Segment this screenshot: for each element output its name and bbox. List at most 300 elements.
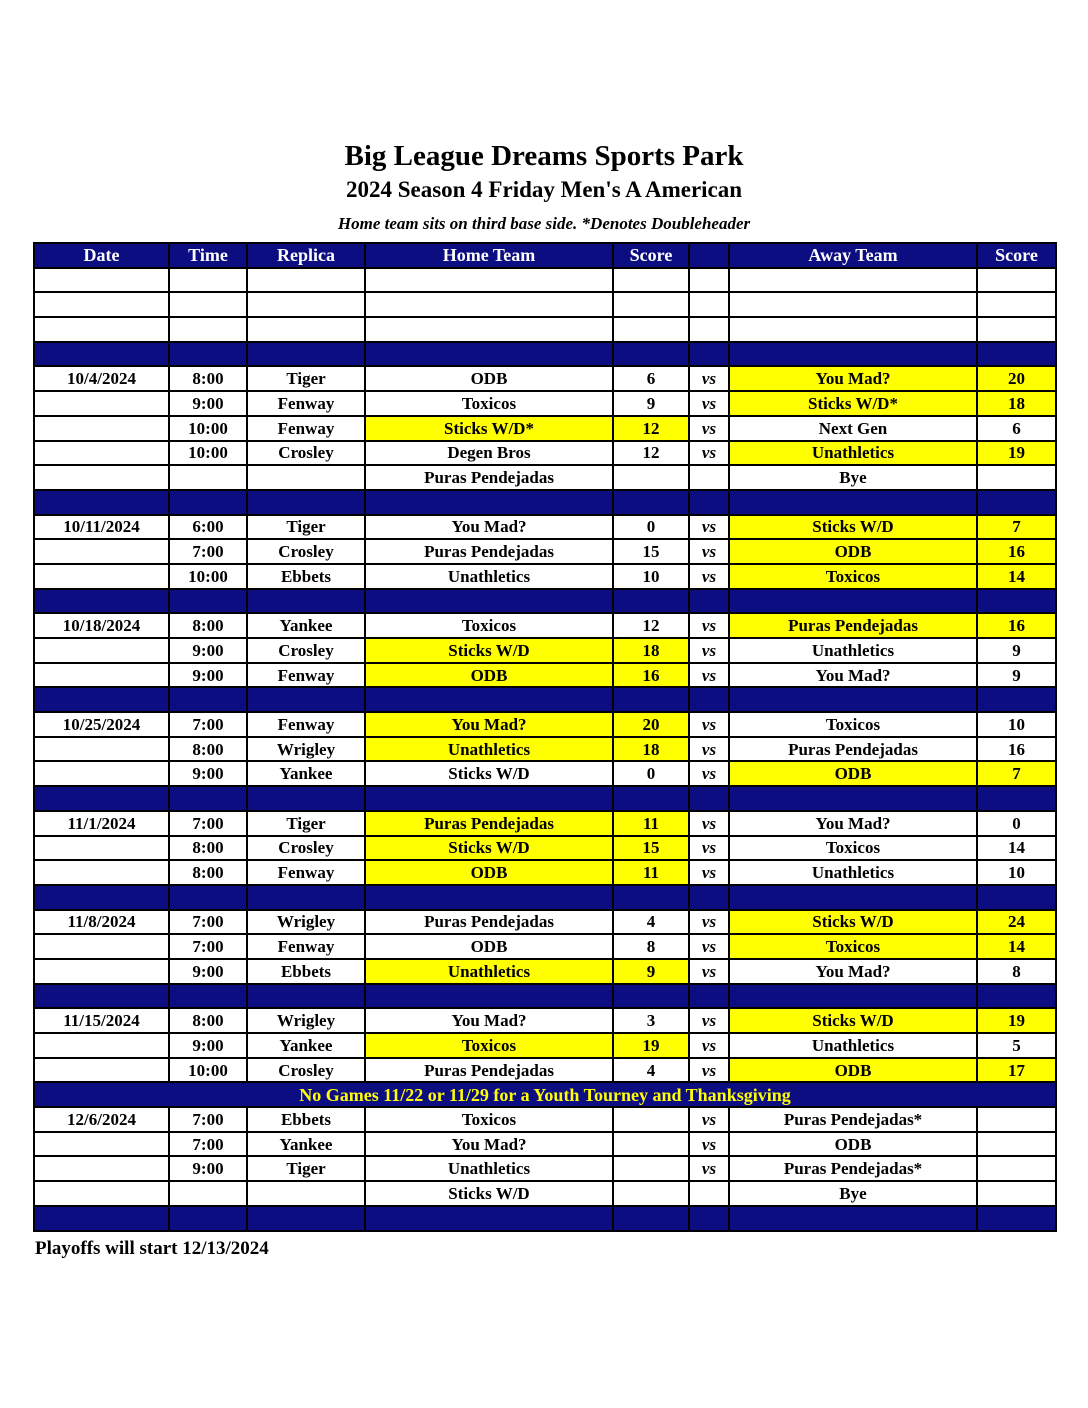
separator-cell [365, 1206, 613, 1231]
home-score-cell [613, 1181, 689, 1206]
vs-cell: vs [689, 910, 729, 935]
date-cell [34, 761, 169, 786]
game-row [34, 761, 1056, 786]
home-score-cell: 12 [613, 441, 689, 466]
separator-cell [977, 984, 1056, 1009]
time-cell: 6:00 [169, 515, 247, 540]
table-header [34, 243, 1056, 268]
away-score-cell [977, 1107, 1056, 1132]
game-row [34, 959, 1056, 984]
away-team-cell [729, 317, 977, 342]
home-team-cell: ODB [365, 663, 613, 688]
page-note: Home team sits on third base side. *Denotes Doubleheader [337, 214, 751, 233]
time-cell: 10:00 [169, 441, 247, 466]
game-row [34, 934, 1056, 959]
separator-cell [729, 1206, 977, 1231]
away-team-cell: ODB [729, 539, 977, 564]
home-team-cell: Toxicos [365, 613, 613, 638]
separator-cell [365, 342, 613, 367]
separator-cell [247, 1206, 365, 1231]
home-team-cell: You Mad? [365, 1132, 613, 1157]
separator-cell [169, 885, 247, 910]
time-cell: 8:00 [169, 737, 247, 762]
date-cell: 10/18/2024 [34, 613, 169, 638]
separator-row [34, 885, 1056, 910]
date-cell [34, 1156, 169, 1181]
home-team-cell [365, 317, 613, 342]
date-cell [34, 737, 169, 762]
date-cell: 11/1/2024 [34, 811, 169, 836]
date-cell [34, 268, 169, 293]
separator-row [34, 984, 1056, 1009]
home-team-cell: Sticks W/D [365, 761, 613, 786]
separator-cell [34, 984, 169, 1009]
home-score-cell: 0 [613, 515, 689, 540]
vs-cell: vs [689, 638, 729, 663]
separator-cell [613, 1206, 689, 1231]
home-team-cell: Puras Pendejadas [365, 811, 613, 836]
away-score-cell: 24 [977, 910, 1056, 935]
vs-cell [689, 1181, 729, 1206]
separator-row [34, 490, 1056, 515]
game-row [34, 1008, 1056, 1033]
away-score-cell: 9 [977, 663, 1056, 688]
bye-row [34, 1181, 1056, 1206]
replica-cell [247, 292, 365, 317]
replica-cell: Fenway [247, 416, 365, 441]
separator-cell [247, 490, 365, 515]
separator-row [34, 589, 1056, 614]
page-subtitle: 2024 Season 4 Friday Men's A American [345, 177, 743, 202]
home-score-cell: 6 [613, 366, 689, 391]
replica-cell: Ebbets [247, 1107, 365, 1132]
date-cell [34, 292, 169, 317]
game-row [34, 1132, 1056, 1157]
date-cell [34, 564, 169, 589]
time-cell: 8:00 [169, 1008, 247, 1033]
vs-cell: vs [689, 934, 729, 959]
separator-cell [247, 786, 365, 811]
home-team-cell: Unathletics [365, 959, 613, 984]
home-score-cell: 11 [613, 860, 689, 885]
home-score-cell: 15 [613, 836, 689, 861]
separator-row [34, 342, 1056, 367]
separator-cell [729, 984, 977, 1009]
separator-cell [34, 786, 169, 811]
separator-cell [169, 1206, 247, 1231]
away-team-cell [729, 292, 977, 317]
separator-cell [365, 984, 613, 1009]
game-row [34, 515, 1056, 540]
away-score-cell: 18 [977, 391, 1056, 416]
separator-cell [729, 342, 977, 367]
bye-row [34, 465, 1056, 490]
replica-cell: Crosley [247, 638, 365, 663]
away-score-cell: 14 [977, 836, 1056, 861]
away-team-cell: Puras Pendejadas [729, 737, 977, 762]
away-team-cell: Sticks W/D [729, 910, 977, 935]
separator-cell [34, 490, 169, 515]
separator-cell [247, 984, 365, 1009]
header-row [34, 243, 1056, 268]
vs-cell: vs [689, 564, 729, 589]
replica-cell: Tiger [247, 366, 365, 391]
vs-cell [689, 292, 729, 317]
vs-cell: vs [689, 737, 729, 762]
home-team-cell: Unathletics [365, 1156, 613, 1181]
home-score-cell [613, 465, 689, 490]
column-header-replica-2: Replica [247, 243, 365, 268]
away-team-cell: Toxicos [729, 836, 977, 861]
away-team-cell: You Mad? [729, 663, 977, 688]
date-cell [34, 663, 169, 688]
away-team-cell: Toxicos [729, 934, 977, 959]
separator-cell [365, 885, 613, 910]
column-header-vs [689, 243, 729, 268]
time-cell [169, 268, 247, 293]
table-body [34, 268, 1056, 1231]
game-row [34, 613, 1056, 638]
time-cell: 8:00 [169, 366, 247, 391]
vs-cell: vs [689, 1156, 729, 1181]
replica-cell: Fenway [247, 391, 365, 416]
home-score-cell: 4 [613, 910, 689, 935]
game-row [34, 910, 1056, 935]
separator-cell [169, 589, 247, 614]
home-score-cell [613, 317, 689, 342]
replica-cell: Yankee [247, 1033, 365, 1058]
away-score-cell [977, 1156, 1056, 1181]
game-row [34, 860, 1056, 885]
replica-cell: Yankee [247, 1132, 365, 1157]
away-score-cell: 14 [977, 564, 1056, 589]
game-row [34, 1107, 1056, 1132]
time-cell: 10:00 [169, 1058, 247, 1083]
page-title: Big League Dreams Sports Park [344, 140, 744, 172]
vs-cell: vs [689, 1132, 729, 1157]
time-cell: 7:00 [169, 934, 247, 959]
game-row [34, 638, 1056, 663]
time-cell: 9:00 [169, 959, 247, 984]
home-team-cell [365, 268, 613, 293]
home-team-cell: Puras Pendejadas [365, 465, 613, 490]
vs-cell: vs [689, 1033, 729, 1058]
separator-cell [169, 490, 247, 515]
vs-cell [689, 317, 729, 342]
home-team-cell: Puras Pendejadas [365, 1058, 613, 1083]
separator-cell [689, 984, 729, 1009]
away-team-cell: Sticks W/D [729, 515, 977, 540]
vs-cell: vs [689, 366, 729, 391]
home-team-cell: Sticks W/D* [365, 416, 613, 441]
game-row [34, 441, 1056, 466]
home-score-cell: 9 [613, 391, 689, 416]
away-team-cell: ODB [729, 761, 977, 786]
away-score-cell: 0 [977, 811, 1056, 836]
game-row [34, 564, 1056, 589]
date-cell: 10/4/2024 [34, 366, 169, 391]
home-score-cell: 9 [613, 959, 689, 984]
column-header-time-1: Time [169, 243, 247, 268]
empty-row [34, 292, 1056, 317]
separator-cell [613, 490, 689, 515]
home-score-cell: 12 [613, 416, 689, 441]
vs-cell: vs [689, 712, 729, 737]
separator-cell [689, 1206, 729, 1231]
home-team-cell: You Mad? [365, 1008, 613, 1033]
away-score-cell: 8 [977, 959, 1056, 984]
replica-cell: Yankee [247, 613, 365, 638]
column-header-date-0: Date [34, 243, 169, 268]
game-row [34, 366, 1056, 391]
replica-cell: Tiger [247, 515, 365, 540]
separator-cell [365, 490, 613, 515]
vs-cell: vs [689, 959, 729, 984]
replica-cell: Fenway [247, 934, 365, 959]
date-cell [34, 959, 169, 984]
separator-row [34, 687, 1056, 712]
date-cell [34, 465, 169, 490]
away-team-cell: Toxicos [729, 712, 977, 737]
away-team-cell: Unathletics [729, 1033, 977, 1058]
separator-cell [247, 342, 365, 367]
away-team-cell: Unathletics [729, 441, 977, 466]
home-score-cell: 15 [613, 539, 689, 564]
replica-cell: Fenway [247, 860, 365, 885]
date-cell [34, 1132, 169, 1157]
home-score-cell: 11 [613, 811, 689, 836]
away-team-cell: Next Gen [729, 416, 977, 441]
date-cell: 11/8/2024 [34, 910, 169, 935]
replica-cell: Crosley [247, 1058, 365, 1083]
replica-cell: Yankee [247, 761, 365, 786]
away-score-cell [977, 1181, 1056, 1206]
vs-cell: vs [689, 1107, 729, 1132]
replica-cell [247, 465, 365, 490]
time-cell: 8:00 [169, 860, 247, 885]
game-row [34, 1058, 1056, 1083]
separator-cell [613, 589, 689, 614]
separator-cell [247, 687, 365, 712]
away-team-cell: You Mad? [729, 959, 977, 984]
game-row [34, 539, 1056, 564]
separator-cell [365, 687, 613, 712]
replica-cell [247, 317, 365, 342]
away-score-cell: 19 [977, 1008, 1056, 1033]
away-score-cell: 16 [977, 613, 1056, 638]
replica-cell [247, 268, 365, 293]
game-row [34, 416, 1056, 441]
vs-cell: vs [689, 836, 729, 861]
separator-cell [689, 589, 729, 614]
separator-cell [613, 687, 689, 712]
separator-cell [34, 1206, 169, 1231]
date-cell [34, 934, 169, 959]
empty-row [34, 268, 1056, 293]
time-cell: 7:00 [169, 910, 247, 935]
vs-cell [689, 268, 729, 293]
away-team-cell: Bye [729, 465, 977, 490]
away-team-cell: ODB [729, 1132, 977, 1157]
time-cell: 7:00 [169, 811, 247, 836]
replica-cell: Fenway [247, 712, 365, 737]
date-cell [34, 1058, 169, 1083]
replica-cell: Wrigley [247, 1008, 365, 1033]
home-team-cell: ODB [365, 366, 613, 391]
separator-row [34, 786, 1056, 811]
away-score-cell: 19 [977, 441, 1056, 466]
away-team-cell: Sticks W/D [729, 1008, 977, 1033]
away-score-cell: 9 [977, 638, 1056, 663]
replica-cell: Ebbets [247, 564, 365, 589]
away-score-cell [977, 268, 1056, 293]
away-score-cell: 14 [977, 934, 1056, 959]
time-cell: 7:00 [169, 712, 247, 737]
replica-cell: Fenway [247, 663, 365, 688]
away-team-cell: Unathletics [729, 860, 977, 885]
separator-cell [247, 885, 365, 910]
time-cell [169, 317, 247, 342]
away-team-cell: You Mad? [729, 811, 977, 836]
column-header-home-team-3: Home Team [365, 243, 613, 268]
away-team-cell: Bye [729, 1181, 977, 1206]
column-header-score-4: Score [613, 243, 689, 268]
date-cell: 12/6/2024 [34, 1107, 169, 1132]
vs-cell: vs [689, 416, 729, 441]
vs-cell: vs [689, 761, 729, 786]
separator-cell [365, 786, 613, 811]
time-cell: 9:00 [169, 638, 247, 663]
separator-cell [169, 687, 247, 712]
date-cell [34, 638, 169, 663]
home-team-cell: Degen Bros [365, 441, 613, 466]
separator-cell [689, 342, 729, 367]
away-team-cell: Puras Pendejadas [729, 613, 977, 638]
time-cell [169, 1181, 247, 1206]
separator-cell [689, 786, 729, 811]
time-cell: 9:00 [169, 1156, 247, 1181]
vs-cell: vs [689, 539, 729, 564]
time-cell: 9:00 [169, 761, 247, 786]
separator-cell [169, 984, 247, 1009]
no-games-banner: No Games 11/22 or 11/29 for a Youth Tourney and Thanksgiving [34, 1082, 1056, 1107]
separator-cell [34, 342, 169, 367]
schedule-table [33, 242, 1057, 1232]
home-team-cell: Sticks W/D [365, 638, 613, 663]
home-score-cell: 0 [613, 761, 689, 786]
replica-cell: Crosley [247, 441, 365, 466]
vs-cell: vs [689, 441, 729, 466]
home-team-cell: Unathletics [365, 564, 613, 589]
date-cell [34, 416, 169, 441]
away-score-cell: 6 [977, 416, 1056, 441]
replica-cell: Crosley [247, 539, 365, 564]
date-cell [34, 391, 169, 416]
away-team-cell: Toxicos [729, 564, 977, 589]
away-score-cell: 10 [977, 860, 1056, 885]
away-score-cell: 7 [977, 515, 1056, 540]
separator-cell [729, 589, 977, 614]
home-team-cell: Unathletics [365, 737, 613, 762]
away-score-cell: 16 [977, 737, 1056, 762]
home-team-cell: Toxicos [365, 1033, 613, 1058]
vs-cell: vs [689, 663, 729, 688]
separator-cell [613, 984, 689, 1009]
away-score-cell [977, 1132, 1056, 1157]
replica-cell [247, 1181, 365, 1206]
replica-cell: Tiger [247, 1156, 365, 1181]
replica-cell: Tiger [247, 811, 365, 836]
away-team-cell: ODB [729, 1058, 977, 1083]
date-cell [34, 836, 169, 861]
separator-cell [169, 786, 247, 811]
away-team-cell: Puras Pendejadas* [729, 1107, 977, 1132]
date-cell [34, 441, 169, 466]
vs-cell: vs [689, 1008, 729, 1033]
home-team-cell: Toxicos [365, 391, 613, 416]
date-cell [34, 860, 169, 885]
separator-cell [977, 490, 1056, 515]
banner-row [34, 1082, 1056, 1107]
game-row [34, 1033, 1056, 1058]
home-team-cell: Puras Pendejadas [365, 539, 613, 564]
separator-cell [977, 885, 1056, 910]
home-score-cell [613, 268, 689, 293]
separator-cell [977, 342, 1056, 367]
home-score-cell: 18 [613, 638, 689, 663]
separator-cell [977, 687, 1056, 712]
separator-cell [613, 786, 689, 811]
vs-cell: vs [689, 515, 729, 540]
separator-cell [977, 1206, 1056, 1231]
vs-cell: vs [689, 1058, 729, 1083]
game-row [34, 712, 1056, 737]
vs-cell: vs [689, 860, 729, 885]
away-score-cell: 5 [977, 1033, 1056, 1058]
home-team-cell: You Mad? [365, 515, 613, 540]
empty-row [34, 317, 1056, 342]
away-score-cell: 10 [977, 712, 1056, 737]
date-cell [34, 1033, 169, 1058]
home-score-cell [613, 1107, 689, 1132]
home-score-cell: 10 [613, 564, 689, 589]
separator-cell [729, 885, 977, 910]
date-cell: 11/15/2024 [34, 1008, 169, 1033]
away-team-cell: Unathletics [729, 638, 977, 663]
replica-cell: Wrigley [247, 737, 365, 762]
away-score-cell [977, 317, 1056, 342]
replica-cell: Ebbets [247, 959, 365, 984]
time-cell: 8:00 [169, 836, 247, 861]
away-team-cell [729, 268, 977, 293]
separator-cell [613, 342, 689, 367]
home-team-cell: Toxicos [365, 1107, 613, 1132]
away-team-cell: Puras Pendejadas* [729, 1156, 977, 1181]
time-cell [169, 465, 247, 490]
home-score-cell [613, 1156, 689, 1181]
column-header-score-7: Score [977, 243, 1056, 268]
home-team-cell: Sticks W/D [365, 836, 613, 861]
time-cell: 9:00 [169, 1033, 247, 1058]
vs-cell: vs [689, 391, 729, 416]
game-row [34, 836, 1056, 861]
home-score-cell: 3 [613, 1008, 689, 1033]
time-cell: 9:00 [169, 391, 247, 416]
date-cell [34, 317, 169, 342]
vs-cell [689, 465, 729, 490]
time-cell: 7:00 [169, 539, 247, 564]
away-team-cell: Sticks W/D* [729, 391, 977, 416]
